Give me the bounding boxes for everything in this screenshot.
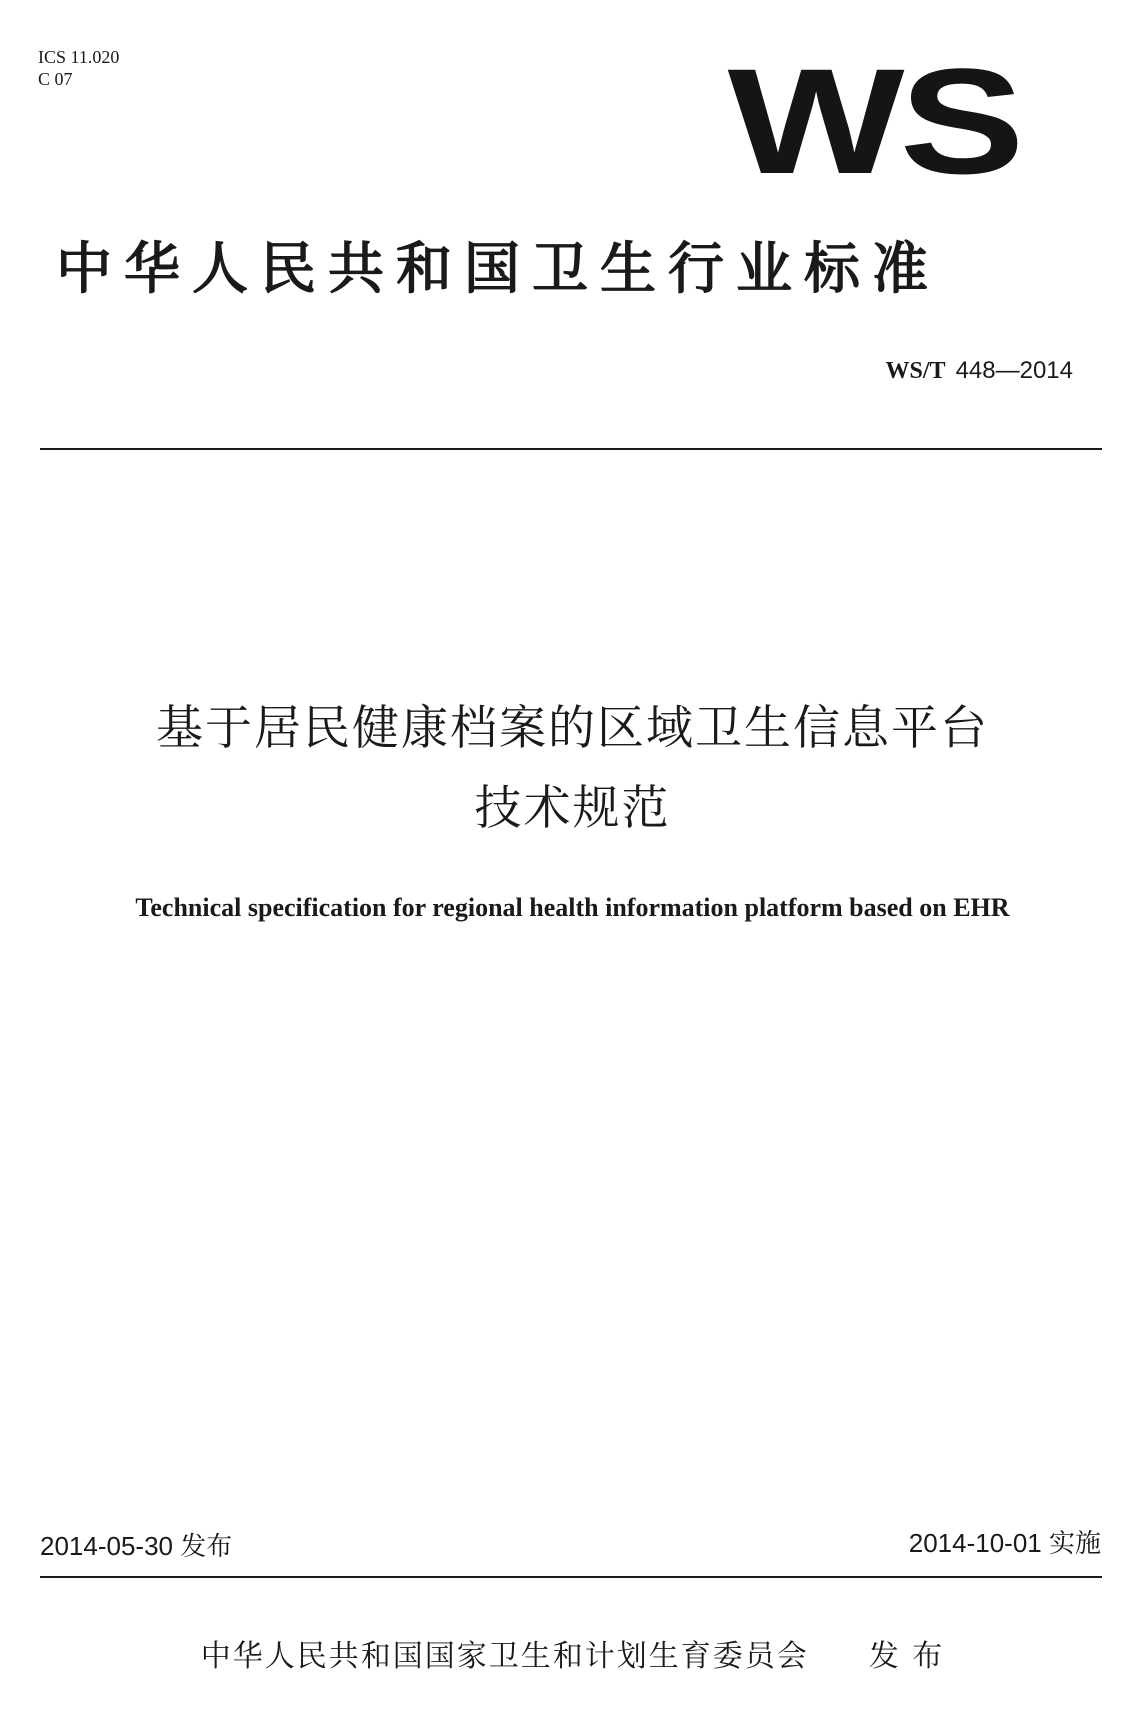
issuer-name: 中华人民共和国国家卫生和计划生育委员会 bbox=[200, 1639, 809, 1674]
issuer-action: 发 布 bbox=[868, 1639, 945, 1674]
document-title-cn-line2: 技术规范 bbox=[474, 781, 671, 836]
header-divider bbox=[40, 448, 1102, 450]
implementation-date: 2014-10-01 实施 bbox=[908, 1528, 1101, 1558]
standard-number bbox=[886, 355, 1073, 386]
document-title-cn-line1: 基于居民健康档案的区域卫生信息平台 bbox=[156, 701, 989, 756]
ws-logo: WS bbox=[727, 37, 1020, 205]
standard-number-value: 448—2014 bbox=[955, 357, 1073, 384]
issue-date: 2014-05-30 发布 bbox=[40, 1531, 233, 1561]
footer-divider bbox=[40, 1576, 1102, 1578]
document-title-en: Technical specification for regional health information platform based on EHR bbox=[135, 893, 1010, 922]
ics-code: ICS 11.020 bbox=[38, 47, 120, 67]
issuing-authority bbox=[0, 1638, 1145, 1676]
ccs-code: C 07 bbox=[38, 69, 73, 89]
standard-category-title: 中华人民共和国卫生行业标准 bbox=[56, 237, 940, 302]
classification-codes bbox=[38, 46, 119, 90]
standard-number-prefix: WS/T bbox=[885, 358, 946, 384]
